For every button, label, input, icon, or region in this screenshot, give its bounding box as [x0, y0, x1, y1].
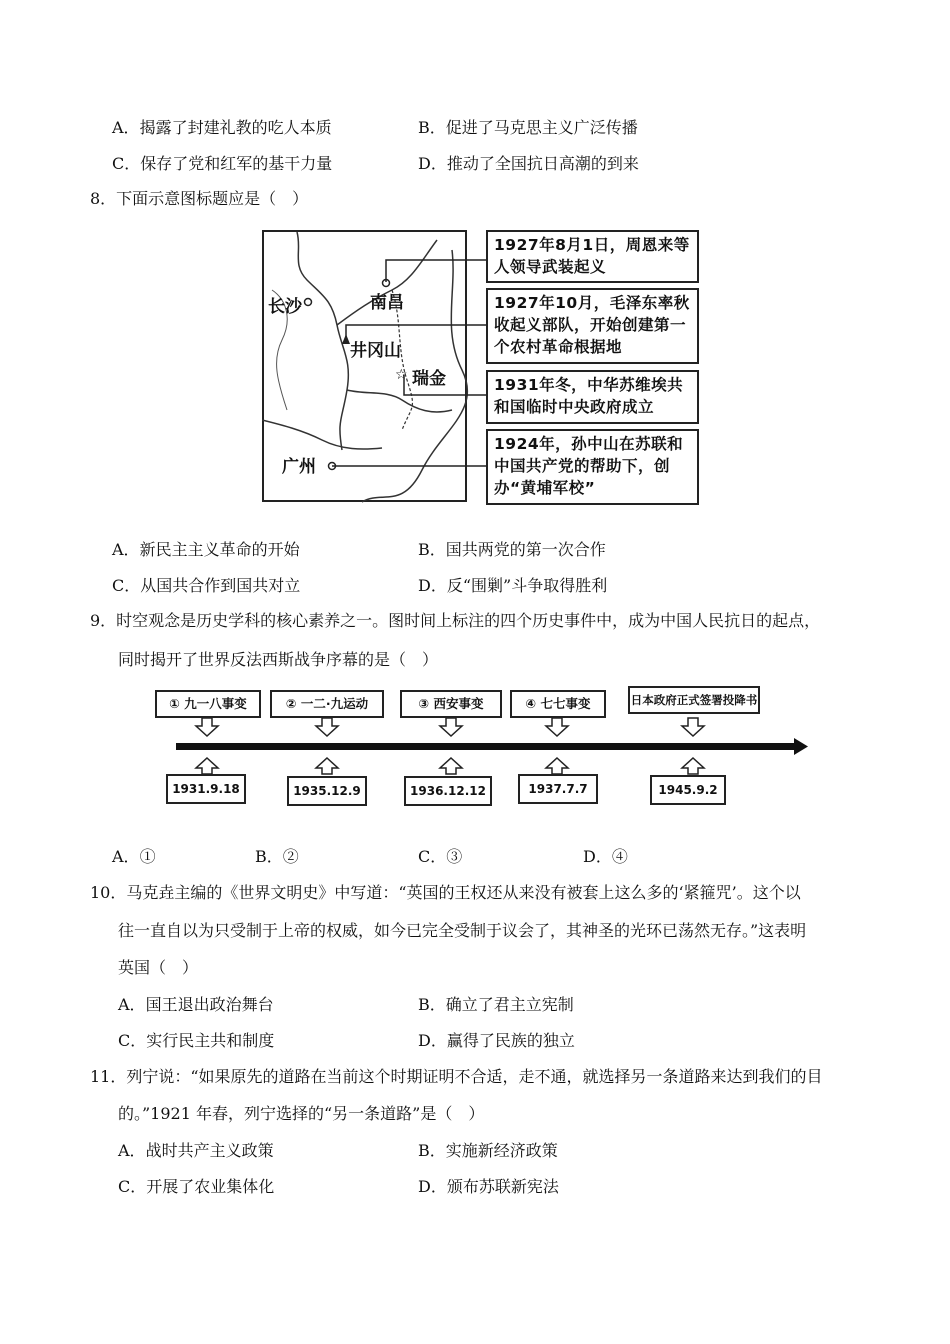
down-arrow-icon — [196, 718, 218, 736]
down-arrow-icon — [316, 718, 338, 736]
q8-option-b: B．国共两党的第一次合作 — [418, 540, 606, 559]
callout-nanchang-uprising: 1927年8月1日，周恩来等人领导武装起义 — [486, 230, 699, 283]
timeline-date-2: 1935.12.9 — [287, 776, 367, 806]
city-ruijin: 瑞金 — [412, 369, 446, 389]
q9-stem-line2: 同时揭开了世界反法西斯战争序幕的是（ ） — [118, 650, 439, 669]
timeline-event-2: ② 一二·九运动 — [270, 690, 384, 718]
city-guangzhou: 广州 — [282, 457, 316, 477]
q11-stem-line1: 11．列宁说：“如果原先的道路在当前这个时期证明不合适，走不通，就选择另一条道路来达到我们的目 — [90, 1067, 823, 1086]
timeline-date-5: 1945.9.2 — [650, 775, 726, 805]
q11-option-b: B．实施新经济政策 — [418, 1141, 558, 1160]
border-line — [262, 420, 382, 449]
q9-stem-line1: 9．时空观念是历史学科的核心素养之一。图时间上标注的四个历史事件中，成为中国人民抗日的起点， — [90, 611, 821, 630]
timeline-event-4: ④ 七七事变 — [510, 690, 606, 718]
q11-option-c: C．开展了农业集体化 — [118, 1177, 275, 1196]
q10-stem-line3: 英国（ ） — [118, 958, 199, 977]
up-arrow-icon — [546, 758, 568, 774]
up-arrow-icon — [440, 758, 462, 774]
timeline-date-3: 1936.12.12 — [404, 776, 492, 806]
q8-option-c: C．从国共合作到国共对立 — [112, 576, 301, 595]
q7-option-d: D．推动了全国抗日高潮的到来 — [418, 154, 639, 173]
timeline-event-5: 日本政府正式签署投降书 — [628, 686, 760, 714]
q11-option-a: A．战时共产主义政策 — [118, 1141, 274, 1160]
timeline-arrowhead-icon — [794, 738, 808, 755]
timeline-bar — [176, 743, 796, 750]
q7-option-c: C．保存了党和红军的基干力量 — [112, 154, 333, 173]
timeline-date-4: 1937.7.7 — [518, 774, 598, 804]
border-line — [297, 232, 348, 450]
callout-whampoa-academy: 1924年，孙中山在苏联和中国共产党的帮助下，创办“黄埔军校” — [486, 429, 699, 505]
q11-option-d: D．颁布苏联新宪法 — [418, 1177, 559, 1196]
q9-option-c: C．③ — [418, 847, 463, 866]
city-nanchang: 南昌 — [370, 293, 404, 313]
jinggangshan-marker — [342, 334, 350, 344]
q10-option-a: A．国王退出政治舞台 — [118, 995, 274, 1014]
q7-option-a: A．揭露了封建礼教的吃人本质 — [112, 118, 332, 137]
q10-option-b: B．确立了君主立宪制 — [418, 995, 574, 1014]
q9-option-b: B．② — [255, 847, 299, 866]
q8-option-d: D．反“围剿”斗争取得胜利 — [418, 576, 608, 595]
down-arrow-icon — [682, 718, 704, 736]
timeline-event-1: ① 九一八事变 — [155, 690, 261, 718]
border-line — [347, 390, 452, 412]
city-changsha: 长沙 — [268, 297, 302, 317]
q11-stem-line2: 的。”1921 年春，列宁选择的“另一条道路”是（ ） — [118, 1104, 485, 1123]
connector-line — [386, 260, 488, 282]
q10-stem-line2: 往一直自以为只受制于上帝的权威，如今已完全受制于议会了，其神圣的光环已荡然无存。”这表明 — [118, 921, 807, 940]
ruijin-star-icon: ☆ — [395, 367, 408, 383]
changsha-marker — [305, 299, 312, 306]
q9-option-a: A．① — [112, 847, 156, 866]
q9-option-d: D．④ — [583, 847, 628, 866]
q10-option-d: D．赢得了民族的独立 — [418, 1031, 575, 1050]
q10-option-c: C．实行民主共和制度 — [118, 1031, 275, 1050]
q8-option-a: A．新民主主义革命的开始 — [112, 540, 300, 559]
up-arrow-icon — [316, 758, 338, 774]
q10-stem-line1: 10．马克垚主编的《世界文明史》中写道：“英国的王权还从来没有被套上这么多的‘紧箍咒’。这个以 — [90, 883, 801, 902]
callout-jinggangshan-base: 1927年10月，毛泽东率秋收起义部队，开始创建第一个农村革命根据地 — [486, 288, 699, 364]
down-arrow-icon — [546, 718, 568, 736]
timeline-date-1: 1931.9.18 — [166, 774, 246, 804]
up-arrow-icon — [196, 758, 218, 774]
down-arrow-icon — [440, 718, 462, 736]
city-jinggangshan: 井冈山 — [350, 341, 401, 361]
q7-option-b: B．促进了马克思主义广泛传播 — [418, 118, 638, 137]
timeline-event-3: ③ 西安事变 — [400, 690, 502, 718]
callout-soviet-government: 1931年冬，中华苏维埃共和国临时中央政府成立 — [486, 370, 699, 424]
q8-map-figure — [262, 230, 702, 505]
up-arrow-icon — [682, 758, 704, 774]
q8-stem: 8．下面示意图标题应是（ ） — [90, 189, 309, 208]
